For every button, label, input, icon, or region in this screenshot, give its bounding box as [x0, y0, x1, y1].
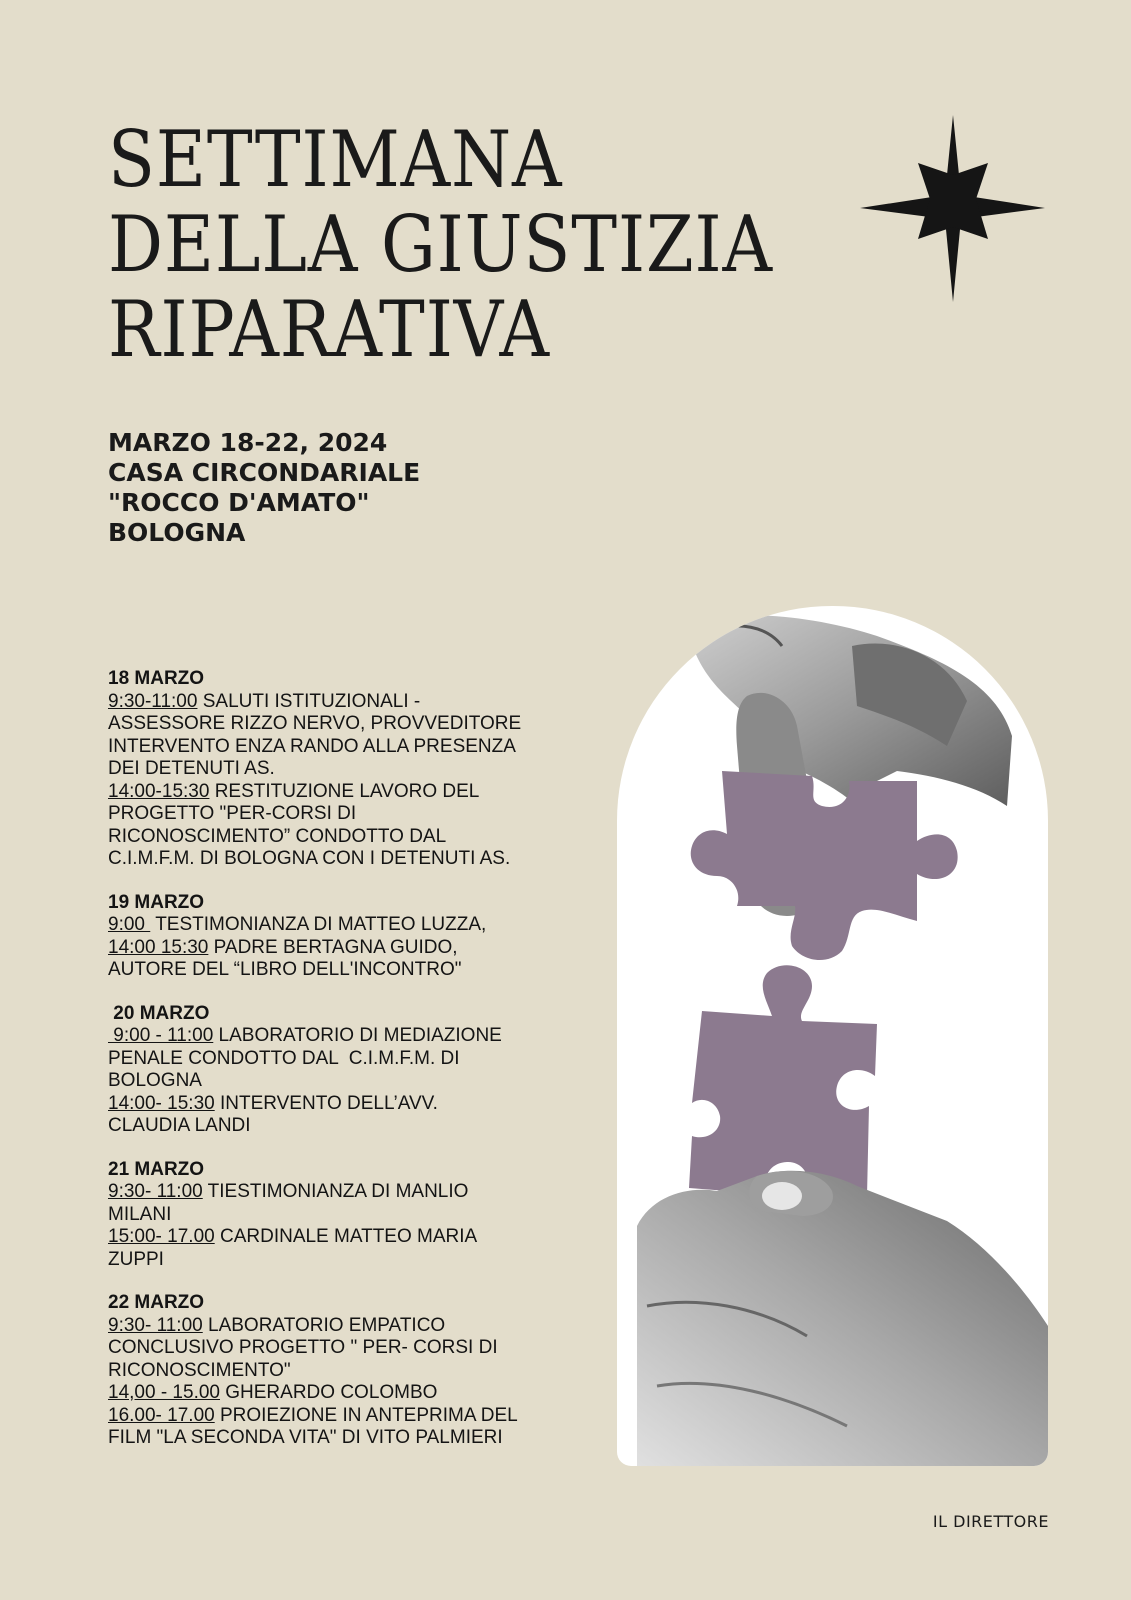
activity-text: PENALE CONDOTTO DAL C.I.M.F.M. DI [108, 1047, 460, 1069]
activity-text: SALUTI ISTITUZIONALI - [197, 690, 421, 712]
activity-text: AUTORE DEL “LIBRO DELL'INCONTRO" [108, 959, 462, 980]
time-slot: 9:30- 11:00 [108, 1181, 203, 1202]
activity-text: INTERVENTO DELL’AVV. [214, 1092, 438, 1114]
puzzle-piece-bottom [689, 965, 877, 1196]
time-slot: 9:30- 11:00 [108, 1314, 203, 1336]
bottom-hand [637, 1171, 1048, 1466]
day-21-march [108, 1159, 628, 1272]
activity-text: ASSESSORE RIZZO NERVO, PROVVEDITORE [108, 713, 522, 734]
time-slot: 15:00- 17.00 [108, 1226, 215, 1247]
event-venue-line-1: CASA CIRCONDARIALE [108, 458, 421, 487]
day-18-march [108, 668, 628, 871]
activity-text: GHERARDO COLOMBO [219, 1382, 438, 1403]
activity-text: BOLOGNA [108, 1070, 202, 1091]
schedule [108, 668, 628, 1471]
event-venue-line-2: "ROCCO D'AMATO" [108, 488, 370, 517]
activity-text: TIESTIMONIANZA DI MANLIO [202, 1181, 469, 1202]
day-title: 21 MARZO [108, 1158, 205, 1180]
time-slot: 14:00 15:30 [108, 936, 209, 958]
event-title [108, 115, 864, 375]
event-info [108, 428, 420, 548]
activity-text: C.I.M.F.M. DI BOLOGNA CON I DETENUTI AS. [108, 848, 511, 869]
activity-text: ZUPPI [108, 1248, 164, 1270]
puzzle-hands-image [617, 606, 1048, 1466]
time-slot: 14,00 - 15.00 [108, 1382, 220, 1403]
time-slot: 9:00 [108, 914, 151, 935]
activity-text: TESTIMONIANZA DI MATTEO LUZZA, [150, 914, 487, 935]
activity-text: CARDINALE MATTEO MARIA [214, 1226, 478, 1247]
activity-text: RICONOSCIMENTO” CONDOTTO DAL [108, 825, 447, 847]
activity-text: RICONOSCIMENTO" [108, 1359, 291, 1381]
puzzle-illustration [617, 606, 1048, 1466]
title-line-3: RIPARATIVA [108, 285, 550, 375]
time-slot: 14:00- 15:30 [108, 1092, 215, 1114]
activity-text: CONCLUSIVO PROGETTO " PER- CORSI DI [108, 1337, 498, 1358]
activity-text: LABORATORIO DI MEDIAZIONE [213, 1025, 502, 1046]
time-slot: 9:00 - 11:00 [108, 1025, 214, 1046]
day-22-march [108, 1292, 628, 1450]
time-slot: 14:00-15:30 [108, 780, 210, 802]
signature: IL DIRETTORE [932, 1512, 1049, 1531]
activity-text: PROIEZIONE IN ANTEPRIMA DEL [214, 1404, 518, 1426]
day-19-march [108, 892, 628, 982]
activity-text: PADRE BERTAGNA GUIDO, [208, 936, 458, 958]
time-slot: 16.00- 17.00 [108, 1404, 215, 1426]
puzzle-piece-top [691, 771, 958, 960]
day-title: 22 MARZO [108, 1292, 205, 1313]
activity-text: MILANI [108, 1203, 172, 1225]
event-city: BOLOGNA [108, 518, 246, 547]
day-title: 18 MARZO [108, 668, 205, 689]
day-title: 19 MARZO [108, 891, 205, 913]
day-title: 20 MARZO [108, 1002, 210, 1024]
day-20-march [108, 1003, 628, 1138]
activity-text: PROGETTO "PER-CORSI DI [108, 803, 357, 824]
title-line-2: DELLA GIUSTIZIA [108, 200, 773, 290]
activity-text: INTERVENTO ENZA RANDO ALLA PRESENZA [108, 735, 516, 757]
event-dates: MARZO 18-22, 2024 [108, 428, 388, 457]
activity-text: RESTITUZIONE LAVORO DEL [209, 780, 480, 802]
star-icon [860, 115, 1045, 302]
activity-text: FILM "LA SECONDA VITA" DI VITO PALMIERI [108, 1427, 503, 1448]
activity-text: CLAUDIA LANDI [108, 1115, 251, 1136]
title-line-1: SETTIMANA [108, 115, 563, 205]
activity-text: DEI DETENUTI AS. [108, 758, 275, 779]
activity-text: LABORATORIO EMPATICO [202, 1314, 446, 1336]
time-slot: 9:30-11:00 [108, 690, 198, 712]
